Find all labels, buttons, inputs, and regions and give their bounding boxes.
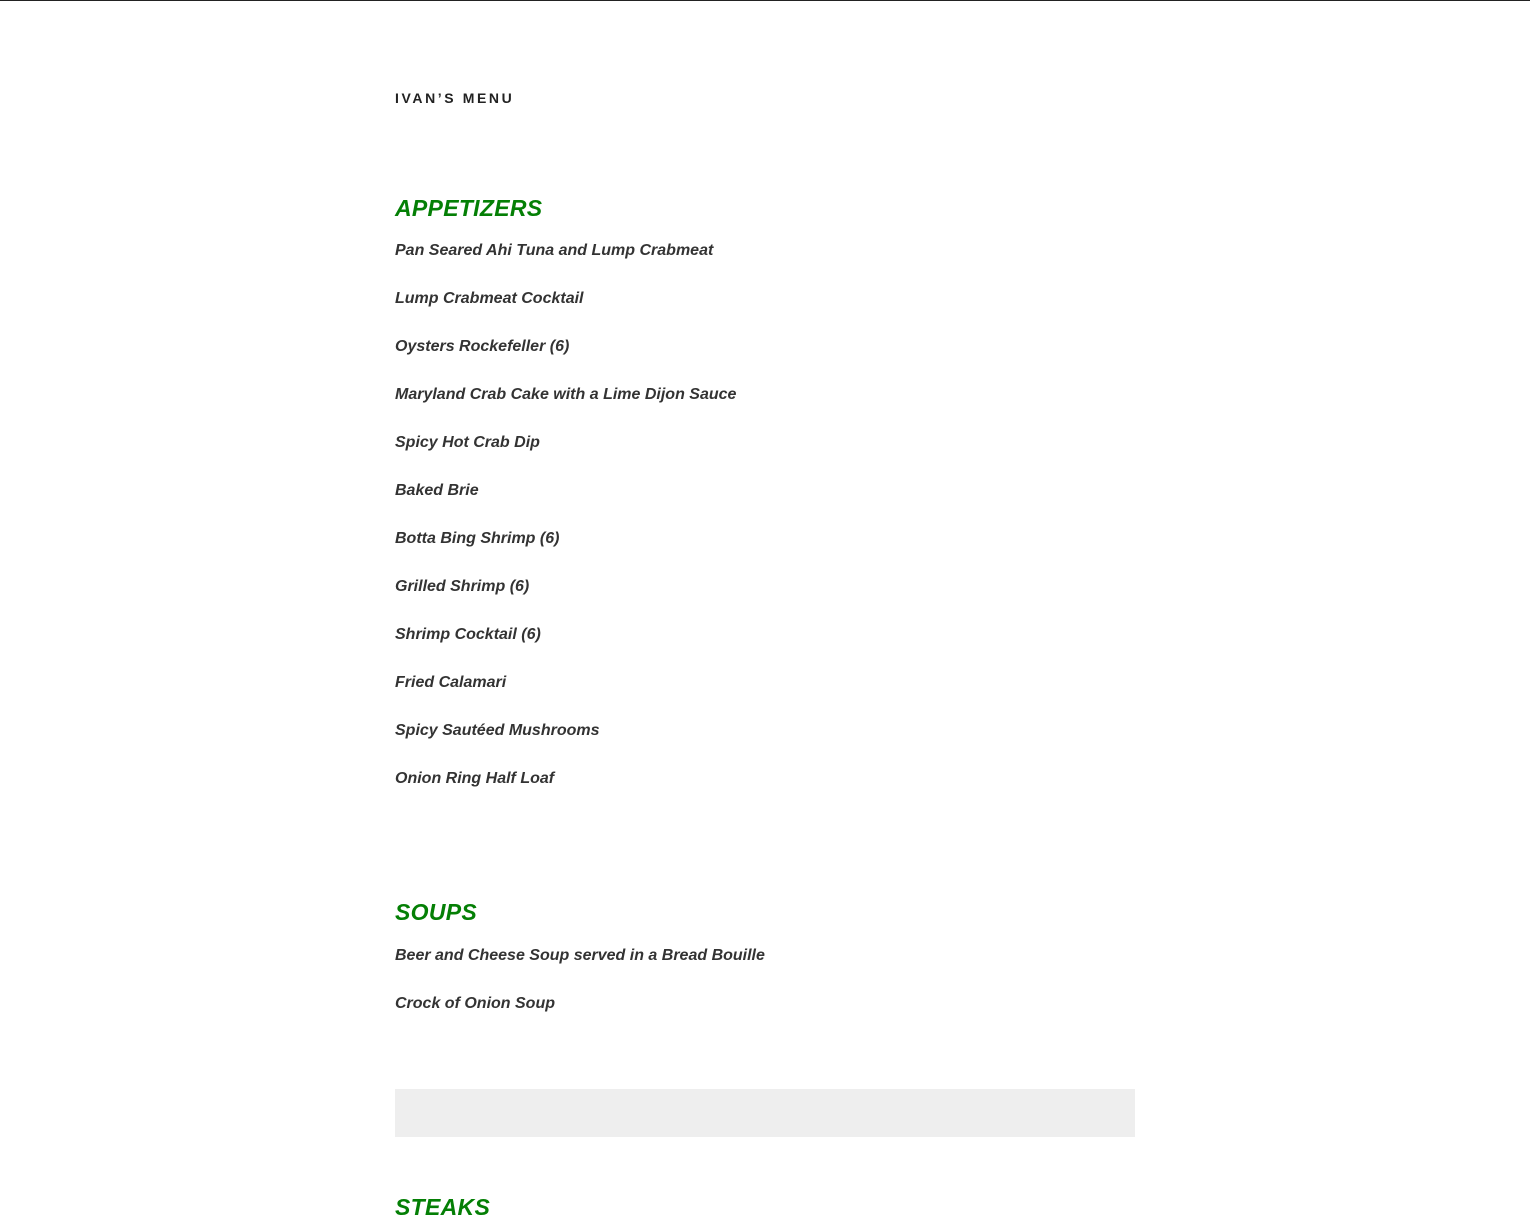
section-heading-soups: SOUPS — [395, 899, 478, 925]
section-heading-steaks: STEAKS — [395, 1194, 491, 1220]
menu-item: Spicy Sautéed Mushrooms — [395, 722, 600, 739]
menu-item: Beer and Cheese Soup served in a Bread Bouille — [395, 947, 765, 964]
menu-item: Spicy Hot Crab Dip — [395, 434, 540, 451]
section-divider-band — [395, 1089, 1135, 1137]
menu-item: Maryland Crab Cake with a Lime Dijon Sauce — [395, 386, 737, 403]
menu-item: Lump Crabmeat Cocktail — [395, 290, 584, 307]
menu-item: Shrimp Cocktail (6) — [395, 626, 541, 643]
menu-item: Onion Ring Half Loaf — [395, 770, 555, 787]
menu-item: Pan Seared Ahi Tuna and Lump Crabmeat — [395, 242, 714, 259]
menu-item: Botta Bing Shrimp (6) — [395, 530, 560, 547]
menu-item: Oysters Rockefeller (6) — [395, 338, 570, 355]
page-title: IVAN’S MENU — [395, 90, 515, 106]
top-border — [0, 0, 1530, 1]
menu-item: Baked Brie — [395, 482, 479, 499]
soups-list — [395, 944, 765, 1040]
section-heading-appetizers: APPETIZERS — [395, 195, 543, 221]
menu-item: Grilled Shrimp (6) — [395, 578, 530, 595]
menu-item: Crock of Onion Soup — [395, 995, 555, 1012]
appetizers-list — [395, 239, 736, 815]
menu-item: Fried Calamari — [395, 674, 507, 691]
